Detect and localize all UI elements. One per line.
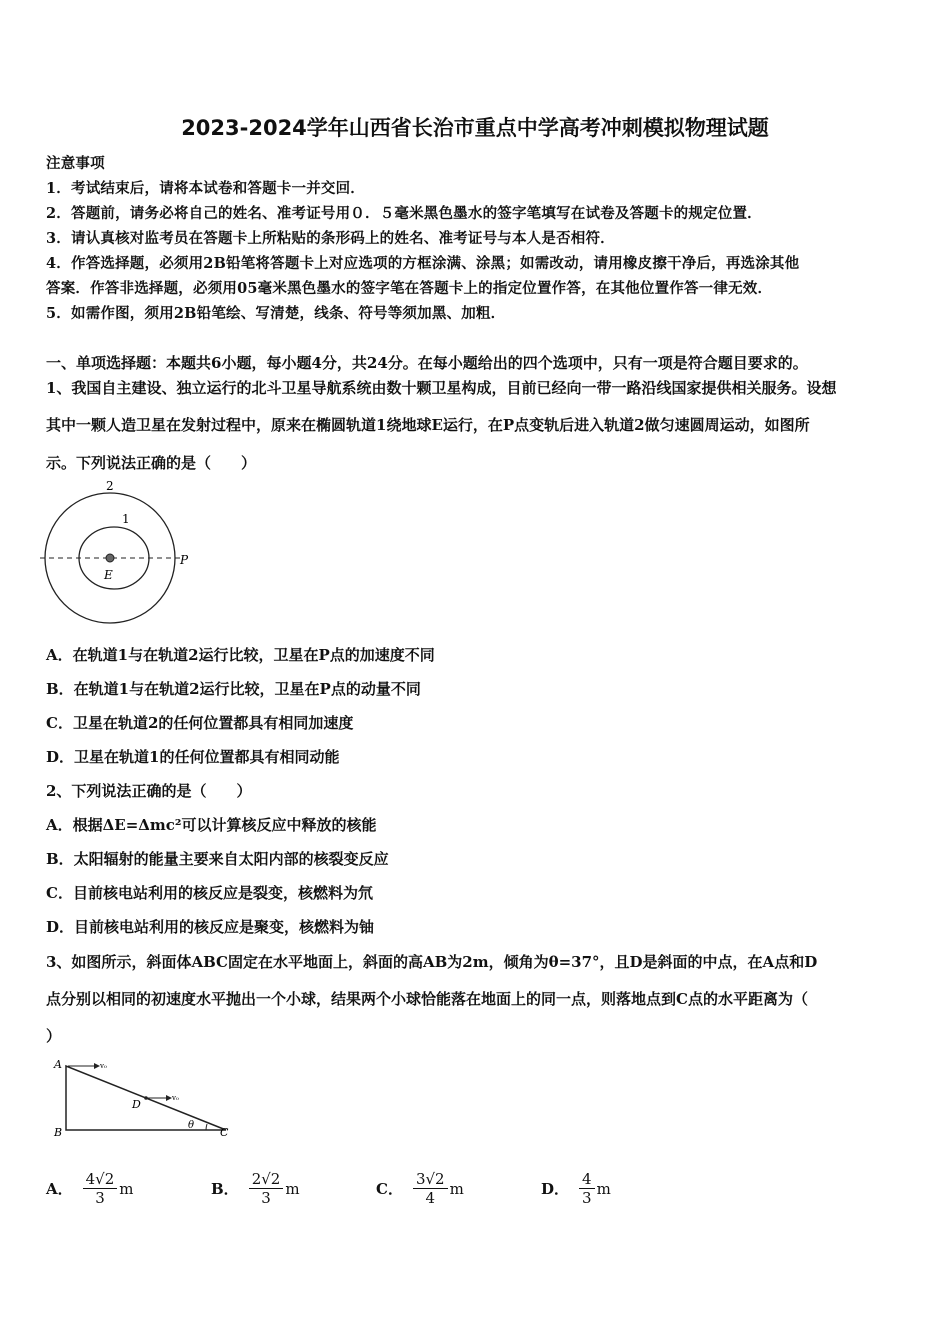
denominator: 4 (425, 1189, 436, 1207)
choice-label: B． (211, 1180, 239, 1198)
q2-option-b: B．太阳辐射的能量主要来自太阳内部的核裂变反应 (46, 850, 389, 868)
q2-option-a: A．根据ΔE=Δmc²可以计算核反应中释放的核能 (46, 816, 377, 834)
label-b: B (54, 1126, 63, 1139)
numerator: 4 (579, 1170, 595, 1189)
fraction (579, 1170, 595, 1207)
q1-option-a: A．在轨道1与在轨道2运行比较，卫星在P点的加速度不同 (46, 646, 435, 664)
q1-option-c: C．卫星在轨道2的任何位置都具有相同加速度 (46, 714, 354, 732)
label-d: D (132, 1098, 141, 1111)
q2-option-d: D．目前核电站利用的核反应是聚变，核燃料为铀 (46, 918, 375, 936)
unit: m (449, 1179, 464, 1198)
q3-choice-d (541, 1170, 611, 1207)
q3-stem-line: 点分别以相同的初速度水平抛出一个小球，结果两个小球恰能落在地面上的同一点，则落地点到C点的水平距离为（ (46, 990, 808, 1008)
q1-stem-line: 1、我国自主建设、独立运行的北斗卫星导航系统由数十颗卫星构成，目前已经向一带一路沿线国家提供相关服务。设想 (46, 379, 837, 397)
q3-stem-line: ） (46, 1027, 62, 1045)
choice-label: D． (541, 1180, 570, 1198)
notice-item: 答案．作答非选择题，必须用05毫米黑色墨水的签字笔在答题卡上的指定位置作答，在其他位置作答一律无效． (46, 280, 773, 297)
earth-label: E (104, 568, 113, 582)
numerator: 3√2 (413, 1170, 448, 1189)
q1-option-b: B．在轨道1与在轨道2运行比较，卫星在P点的动量不同 (46, 680, 421, 698)
label-v0-d: v₀ (172, 1094, 179, 1102)
denominator: 3 (95, 1189, 105, 1207)
label-theta: θ (188, 1120, 195, 1131)
point-p-label: P (180, 553, 189, 567)
orbit-2-label: 2 (106, 479, 114, 493)
choice-label: A． (46, 1180, 73, 1198)
notice-item: 4．作答选择题，必须用2B铅笔将答题卡上对应选项的方框涂满、涂黑；如需改动，请用橡皮擦干净后，再选涂其他 (46, 255, 800, 272)
q3-stem-line: 3、如图所示，斜面体ABC固定在水平地面上，斜面的高AB为2m，倾角为θ=37°，且D是斜面的中点，在A点和D (46, 953, 818, 971)
denominator: 3 (261, 1189, 271, 1207)
theta-arc (206, 1124, 207, 1130)
label-v0-a: v₀ (100, 1062, 107, 1070)
unit: m (285, 1179, 300, 1198)
denominator: 3 (582, 1189, 592, 1207)
q1-option-d: D．卫星在轨道1的任何位置都具有相同动能 (46, 748, 340, 766)
numerator: 2√2 (249, 1170, 284, 1189)
unit: m (596, 1179, 611, 1198)
notice-heading: 注意事项 (46, 155, 105, 172)
choice-label: C． (376, 1180, 403, 1198)
label-c: C (220, 1126, 229, 1139)
label-a: A (54, 1058, 62, 1071)
section-heading: 一、单项选择题：本题共6小题，每小题4分，共24分。在每小题给出的四个选项中，只有一项是符合题目要求的。 (46, 354, 808, 372)
point-d-dot (144, 1096, 148, 1100)
orbit-1-label: 1 (122, 512, 130, 526)
incline-figure (50, 1056, 240, 1142)
notice-item: 5．如需作图，须用2B铅笔绘、写清楚，线条、符号等须加黑、加粗． (46, 305, 506, 322)
q1-stem-line: 示。下列说法正确的是（ ） (46, 454, 257, 472)
orbit-figure (40, 478, 200, 628)
q3-choice-c (376, 1170, 464, 1207)
notice-item: 1．考试结束后，请将本试卷和答题卡一并交回． (46, 180, 365, 197)
earth-dot (106, 554, 114, 562)
q3-choice-a (46, 1170, 134, 1207)
q2-stem: 2、下列说法正确的是（ ） (46, 782, 252, 800)
numerator: 4√2 (83, 1170, 118, 1189)
q3-choice-b (211, 1170, 300, 1207)
fraction (249, 1170, 284, 1207)
q1-stem-line: 其中一颗人造卫星在发射过程中，原来在椭圆轨道1绕地球E运行，在P点变轨后进入轨道2做匀速圆周运动，如图所 (46, 416, 810, 434)
fraction (83, 1170, 118, 1207)
q2-option-c: C．目前核电站利用的核反应是裂变，核燃料为氘 (46, 884, 373, 902)
page-title: 2023-2024学年山西省长治市重点中学高考冲刺模拟物理试题 (181, 116, 769, 140)
notice-item: 3．请认真核对监考员在答题卡上所粘贴的条形码上的姓名、准考证号与本人是否相符． (46, 230, 615, 247)
notice-item: 2．答题前，请务必将自己的姓名、准考证号用０．５毫米黑色墨水的签字笔填写在试卷及答题卡的规定位置． (46, 205, 762, 222)
fraction (413, 1170, 448, 1207)
unit: m (119, 1179, 134, 1198)
